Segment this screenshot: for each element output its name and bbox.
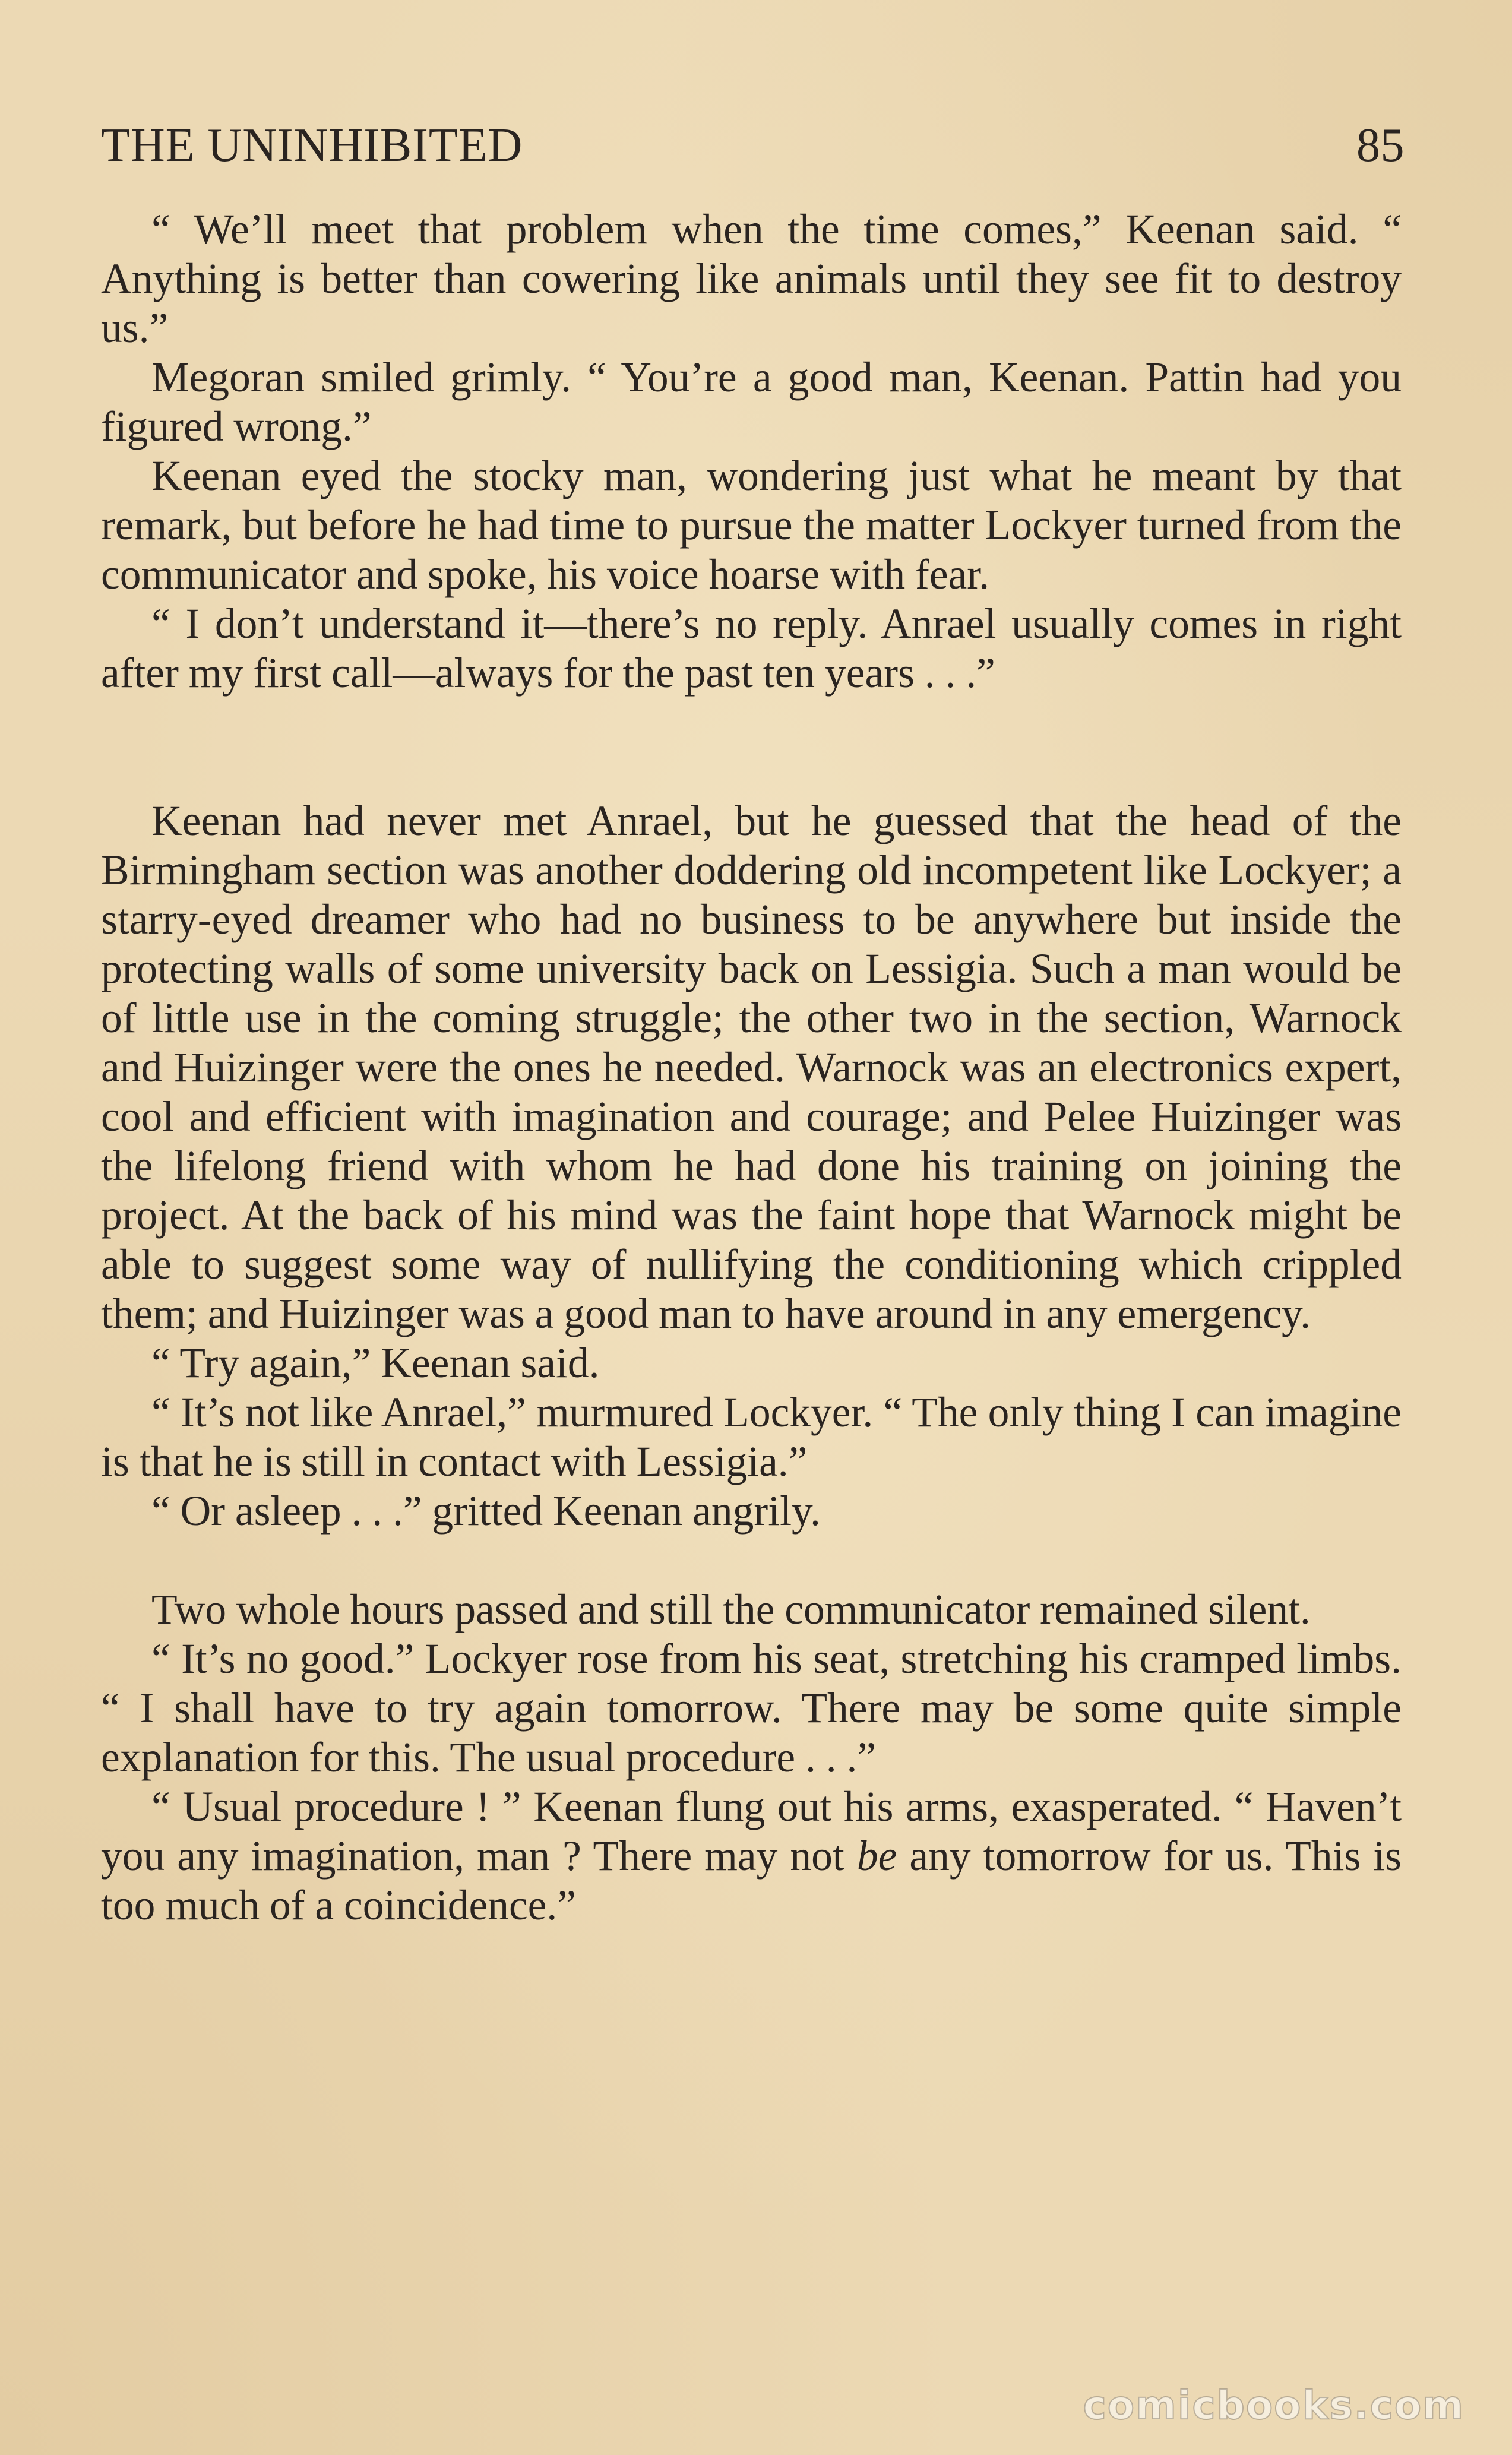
paragraph: Keenan eyed the stocky man, wondering just what he meant by that remark, but before he had time to pursue the matter Lockyer turned from the communicator and spoke, his voice hoarse with fear.	[101, 453, 1402, 598]
book-page	[101, 116, 1405, 2372]
paragraph	[101, 1782, 1402, 1930]
section-break	[101, 1536, 1402, 1585]
paragraph: “ We’ll meet that problem when the time comes,” Keenan said. “ Anything is better than cowering like animals until they see fit to destroy us.”	[101, 206, 1402, 352]
paragraph: Megoran smiled grimly. “ You’re a good man, Keenan. Pattin had you figured wrong.”	[101, 354, 1402, 450]
paragraph: Keenan had never met Anrael, but he guessed that the head of the Birmingham section was another doddering old incompetent like Lockyer; a starry-eyed dreamer who had no business to be anywhere but inside the protecting walls of some university back on Lessigia. Such a man would be of little use in the coming struggle; the other two in the section, Warnock and Huizinger were the ones he needed. Warnock was an electronics expert, cool and efficient with imagination and courage; and Pelee Huizinger was the lifelong friend with whom he had done his training on joining the project. At the back of his mind was the faint hope that Warnock might be able to suggest some way of nullifying the conditioning which crippled them; and Huizinger was a good man to have around in any emergency.	[101, 798, 1402, 1337]
paragraph: Two whole hours passed and still the communicator remained silent.	[151, 1586, 1311, 1633]
text-run: any tomorrow for us. This is too much of a coincidence.”	[101, 1833, 1402, 1929]
text-run: “ Usual procedure ! ” Keenan flung out his arms, exasperated. “ Haven’t you any imagination, man ? There may not	[101, 1783, 1402, 1880]
paragraph: “ Try again,” Keenan said.	[151, 1340, 600, 1387]
running-title: THE UNINHIBITED	[101, 119, 523, 172]
page-number: 85	[1356, 119, 1405, 172]
body-text	[101, 205, 1402, 1930]
paragraph: “ Or asleep . . .” gritted Keenan angrily.	[151, 1488, 821, 1535]
section-break	[101, 698, 1402, 796]
watermark: comicbooks.com	[1083, 2383, 1464, 2428]
paragraph: “ It’s no good.” Lockyer rose from his seat, stretching his cramped limbs. “ I shall have to try again tomorrow. There may be some quite simple explanation for this. The usual procedure . . .”	[101, 1635, 1402, 1781]
paragraph: “ It’s not like Anrael,” murmured Lockyer. “ The only thing I can imagine is that he is still in contact with Lessigia.”	[101, 1389, 1402, 1485]
paragraph: “ I don’t understand it—there’s no reply. Anrael usually comes in right after my first call—always for the past ten years . . .”	[101, 600, 1402, 697]
emphasis-text: be	[856, 1833, 897, 1880]
running-head	[101, 116, 1405, 175]
